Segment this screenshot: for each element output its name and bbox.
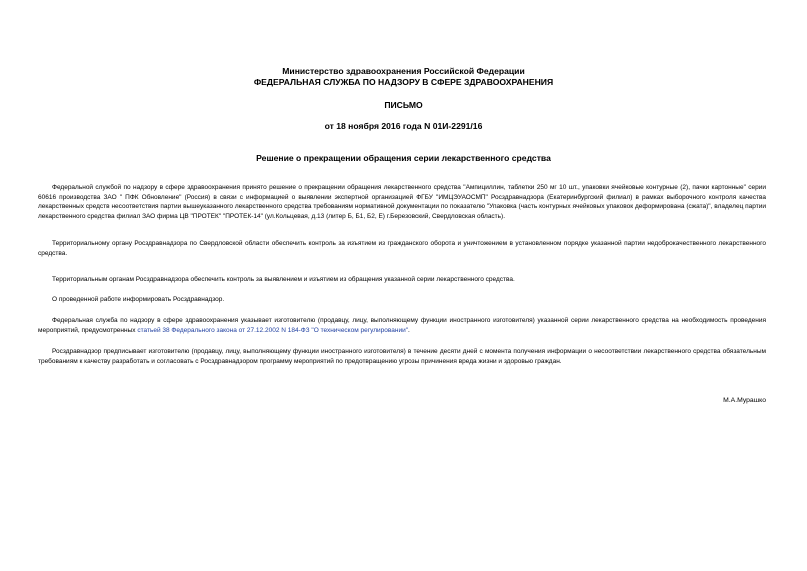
paragraph-text: Территориальному органу Росздравнадзора по Свердловской области обеспечить контроль за изъятием из гражданского оборота и уничтожением в установленном порядке указанной партии недоброкачественного лекарственного средства.	[38, 240, 766, 257]
paragraph-decision	[38, 183, 766, 221]
paragraph-territorial-bodies	[38, 275, 766, 285]
document-title: Решение о прекращении обращения серии лекарственного средства	[256, 153, 551, 163]
paragraph-text: Территориальным органам Росздравнадзора обеспечить контроль за выявлением и изъятием из обращения указанной серии лекарственного средства.	[52, 276, 515, 283]
paragraph-text: Росздравнадзор предписывает изготовителю (продавцу, лицу, выполняющему функции иностранного изготовителя) в течение десяти дней с момента получения информации о несоответствии лекарственного средства обязательным требованиям к качеству разработать и согласовать с Росздравнадзором программу мероприятий по предотвращению угрозы причинения вреда жизни и здоровью граждан.	[38, 348, 766, 365]
paragraph-text-part: Федеральная служба по надзору в сфере здравоохранения указывает изготовителю (продавцу, лицу, выполняющему функции иностранного изготовителя) указанной серии лекарственного средства на необходимость проведения мероприятий, предусмотренных	[38, 317, 766, 334]
document-type: ПИСЬМО	[384, 100, 423, 110]
paragraph-text	[38, 316, 766, 335]
signature: М.А.Мурашко	[723, 397, 766, 404]
paragraph-inform	[38, 295, 766, 305]
law-article-link[interactable]: статьей 38 Федерального закона от 27.12.2002 N 184-ФЗ "О техническом регулировании"	[137, 326, 409, 334]
ministry-heading: Министерство здравоохранения Российской Федерации	[282, 66, 525, 76]
paragraph-territorial-body	[38, 239, 766, 258]
paragraph-text: О проведенной работе информировать Росздравнадзор.	[52, 296, 225, 303]
document-date-number: от 18 ноября 2016 года N 01И-2291/16	[324, 121, 483, 131]
service-heading: ФЕДЕРАЛЬНАЯ СЛУЖБА ПО НАДЗОРУ В СФЕРЕ ЗДРАВООХРАНЕНИЯ	[253, 77, 554, 87]
paragraph-prescription	[38, 347, 766, 366]
paragraph-text-part: .	[408, 326, 410, 334]
paragraph-manufacturer-measures	[38, 316, 766, 335]
paragraph-text: Федеральной службой по надзору в сфере здравоохранения принято решение о прекращении обращения лекарственного средства "Ампициллин, таблетки 250 мг 10 шт., упаковки ячейковые контурные (2), пачки картонные" серии 60616 производства ЗАО " ПФК Обновление" (Россия) в связи с информацией о выявлении экспертной организацией ФГБУ "ИМЦЭУАОСМП" Росздравнадзора (Екатеринбургский филиал) в рамках выборочного контроля качества лекарственных средств несоответствия партии вышеуказанного лекарственного средства требованиям нормативной документации по показателю "Упаковка (часть контурных ячейковых упаковок деформирована (сжата)", владелец партии лекарственного средства филиал ЗАО фирма ЦВ "ПРОТЕК" "ПРОТЕК-14" (ул.Кольцевая, д.13 (литер Б, Б1, Б2, Е) г.Березовский, Свердловская область).	[38, 184, 766, 220]
